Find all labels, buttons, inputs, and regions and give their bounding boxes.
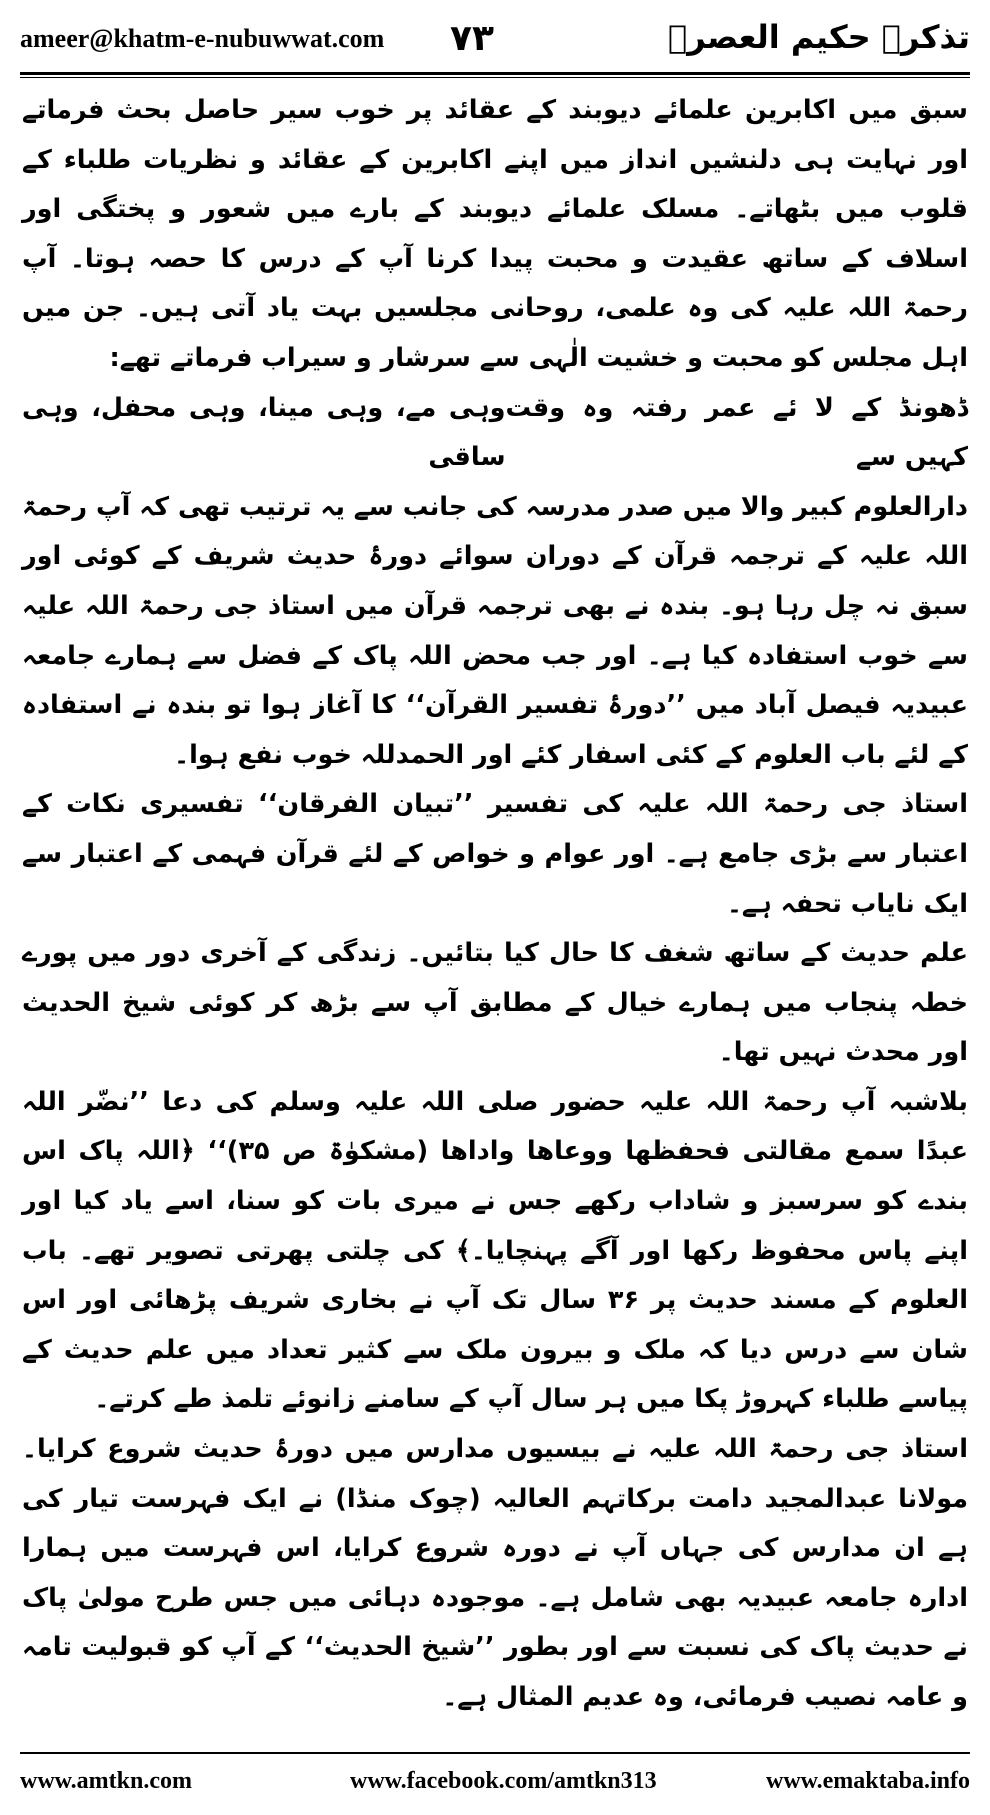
- footer-facebook-link[interactable]: www.facebook.com/amtkn313: [350, 1768, 657, 1794]
- paragraph: علم حدیث کے ساتھ شغف کا حال کیا بتائیں۔ زندگی کے آخری دور میں پورے خطہ پنجاب میں ہمارے خیال کے مطابق آپ سے بڑھ کر کوئی شیخ الحدیث اور محدث نہیں تھا۔: [22, 938, 968, 1068]
- footer-rule: [20, 1752, 970, 1754]
- paragraph: سبق میں اکابرین علمائے دیوبند کے عقائد پر خوب سیر حاصل بحث فرماتے اور نہایت ہی دلنشیں انداز میں اپنے اکابرین کے عقائد و نظریات طلباء کے قلوب میں بٹھاتے۔ مسلک علمائے دیوبند کے بارے میں شعور و پختگی اور اسلاف کے ساتھ عقیدت و محبت پیدا کرنا آپ کے درس کا حصہ ہوتا۔ آپ رحمۃ اللہ علیہ کی وہ علمی، روحانی مجلسیں بہت یاد آتی ہیں۔ جن میں اہل مجلس کو محبت و خشیت الٰہی سے سرشار و سیراب فرماتے تھے:: [22, 95, 968, 373]
- paragraph: بلاشبہ آپ رحمۃ اللہ علیہ حضور صلی اللہ علیہ وسلم کی دعا ’’نضّر اللہ عبدًا سمع مقالتی فحفظھا ووعاھا واداھا (مشکوٰۃ ص ۳۵)‘‘ ﴿اللہ پاک اس بندے کو سرسبز و شاداب رکھے جس نے میری بات کو سنا، اسے یاد کیا اور اپنے پاس محفوظ رکھا اور آگے پہنچایا۔﴾ کی چلتی پھرتی تصویر تھے۔ باب العلوم کے مسند حدیث پر ۳۶ سال تک آپ نے بخاری شریف پڑھائی اور اس شان سے درس دیا کہ ملک و بیرون ملک سے کثیر تعداد میں علم حدیث کے پیاسے طلباء کہروڑ پکا میں ہر سال آپ کے سامنے زانوئے تلمذ طے کرتے۔: [22, 1086, 968, 1415]
- page-footer: [20, 1768, 970, 1802]
- header-rule-thin: [20, 77, 970, 78]
- page-header: [20, 18, 970, 68]
- header-email: ameer@khatm-e-nubuwwat.com: [20, 24, 385, 53]
- paragraph: استاذ جی رحمۃ اللہ علیہ نے بیسیوں مدارس میں دورۂ حدیث شروع کرایا۔ مولانا عبدالمجید دامت برکاتہم العالیہ (چوک منڈا) نے ایک فہرست تیار کی ہے ان مدارس کی جہاں آپ نے دورہ شروع کرایا، اس فہرست میں ہمارا ادارہ جامعہ عبیدیہ بھی شامل ہے۔ موجودہ دہائی میں جس طرح مولیٰ پاک نے حدیث پاک کی نسبت سے اور بطور ’’شیخ الحدیث‘‘ کے آپ کو قبولیت تامہ و عامہ نصیب فرمائی، وہ عدیم المثال ہے۔: [22, 1434, 968, 1712]
- page-number: ۷۳: [450, 18, 494, 59]
- paragraph: استاذ جی رحمۃ اللہ علیہ کی تفسیر ’’تبیان الفرقان‘‘ تفسیری نکات کے اعتبار سے بڑی جامع ہے۔ اور عوام و خواص کے لئے قرآن فہمی کے اعتبار سے ایک نایاب تحفہ ہے۔: [22, 789, 968, 919]
- paragraph: دارالعلوم کبیر والا میں صدر مدرسہ کی جانب سے یہ ترتیب تھی کہ آپ رحمۃ اللہ علیہ کے ترجمہ قرآن کے دوران سوائے دورۂ حدیث شریف کے کوئی اور سبق نہ چل رہا ہو۔ بندہ نے بھی ترجمہ قرآن میں استاذ جی رحمۃ اللہ علیہ سے خوب استفادہ کیا ہے۔ اور جب محض اللہ پاک کے فضل سے ہمارے جامعہ عبیدیہ فیصل آباد میں ’’دورۂ تفسیر القرآن‘‘ کا آغاز ہوا تو بندہ نے استفادہ کے لئے باب العلوم کے کئی اسفار کئے اور الحمدللہ خوب نفع ہوا۔: [22, 491, 968, 770]
- footer-site-link[interactable]: www.amtkn.com: [20, 1768, 192, 1794]
- page-body: [22, 86, 968, 1741]
- header-rule: [20, 72, 970, 75]
- book-title: تذکرہ حکیم العصرؒ: [667, 18, 970, 56]
- verse-couplet: [22, 384, 968, 483]
- verse-first-line: ڈھونڈ کے لا ئے عمر رفتہ وہ وقت کہیں سے: [505, 392, 968, 473]
- verse-second-line: وہی مے، وہی مینا، وہی محفل، وہی ساقی: [22, 392, 506, 473]
- footer-shop-link[interactable]: www.emaktaba.info: [765, 1768, 970, 1794]
